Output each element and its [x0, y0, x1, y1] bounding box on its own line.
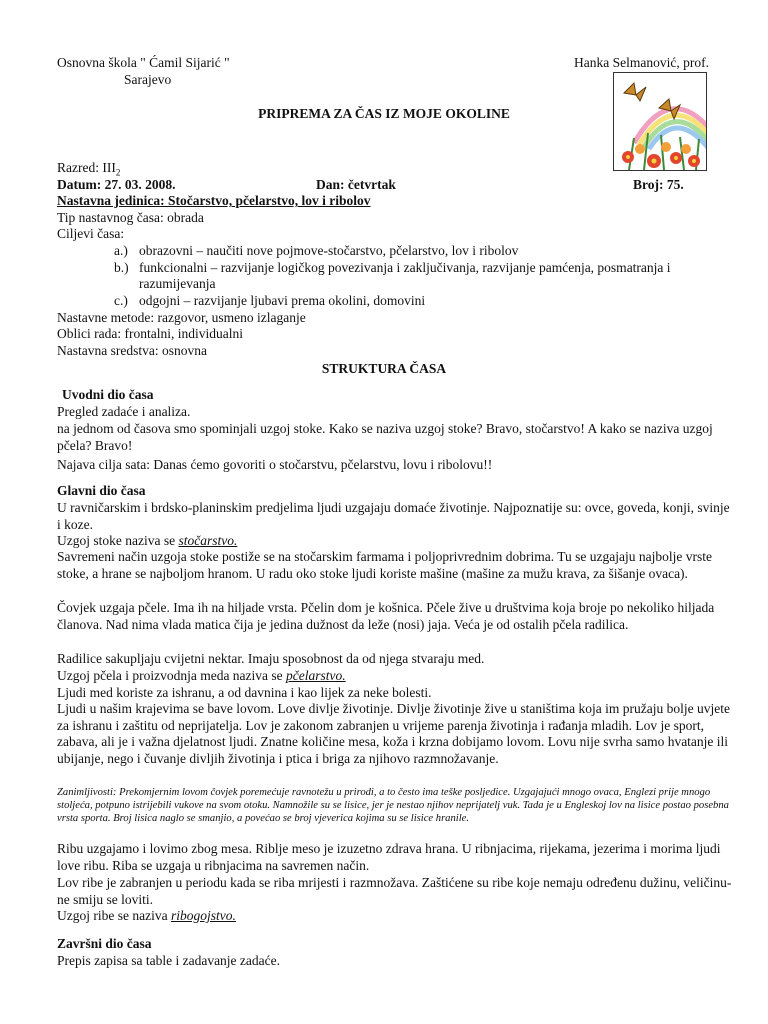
uvodni-p2: na jednom od časova smo spominjali uzgoj stoke. Kako se naziva uzgoj stoke? Bravo, stočarstvo! A kako se naziva uzgoj pčela? Bravo!	[57, 421, 713, 453]
ciljevi-label: Ciljevi časa:	[57, 226, 125, 241]
goal-label: c.)	[114, 292, 128, 308]
zavrsni-heading: Završni dio časa	[57, 936, 152, 951]
glavni-p11-prefix: Uzgoj ribe se naziva	[57, 908, 171, 923]
glavni-p2	[57, 533, 733, 550]
glavni-p3: Savremeni način uzgoja stoke postiže se na stočarskim farmama i poljoprivrednim dobrima. Tu se uzgajaju najbolje vrste stoke, a hrane se najboljom hranom. U radu oko stoke ljudi koriste mašine (mašine za mužu krava, za šišanje ovaca).	[57, 549, 712, 581]
school-city: Sarajevo	[124, 72, 172, 87]
school-name: Osnovna škola " Ćamil Sijarić "	[57, 55, 230, 70]
broj: Broj: 75.	[633, 177, 684, 192]
goal-text: obrazovni – naučiti nove pojmove-stočarstvo, pčelarstvo, lov i ribolov	[139, 243, 519, 258]
glavni-p9: Ribu uzgajamo i lovimo zbog mesa. Riblje meso je izuzetno zdrava hrana. U ribnjacima, rijekama, jezerima i morima ljudi love ribu. Riba se uzgaja u ribnjacima na savremen način.	[57, 841, 721, 873]
term-ribogojstvo: ribogojstvo.	[170, 908, 236, 923]
glavni-p4: Čovjek uzgaja pčele. Ima ih na hiljade vrsta. Pčelin dom je košnica. Pčele žive u društvima koja broje po nekoliko hiljada članova. Nad nima vlada matica čija je jedina dužnost da leže (nosi) jaja. Veća je od ostalih pčela radilica.	[57, 600, 715, 632]
list-item	[57, 243, 739, 260]
goal-text: funkcionalni – razvijanje logičkog povezivanja i zaključivanja, razvijanje pamćenja, posmatranja i razumijevanja	[139, 259, 671, 291]
glavni-p8: Ljudi u našim krajevima se bave lovom. Love divlje životinje. Divlje životinje žive u staništima koja im pružaju bolje uvjete za ishranu i zaštitu od neprijatelja. Lov je zakonom zabranjen u vrijeme parenja životinja i rađanja mladih. Lov je sport, zabava, ali je i važna djelatnost ljudi. Znatne količine mesa, koža i krzna dobijamo lovom. Lovu nije svrha samo hvatanje ili ubijanje, nego i čuvanje divljih životinja i ptica i briga za njihovo razmnožavanje.	[57, 701, 730, 766]
glavni-p11	[57, 908, 733, 925]
structure-title: STRUKTURA ČASA	[321, 361, 447, 376]
uvodni-p1: Pregled zadaće i analiza.	[57, 404, 191, 419]
goals-list	[57, 243, 739, 309]
tip-casa: Tip nastavnog časa: obrada	[57, 210, 204, 225]
nastavne-metode: Nastavne metode: razgovor, usmeno izlaganje	[57, 310, 306, 325]
zanimljivosti-note: Zanimljivosti: Prekomjernim lovom čovjek poremećuje ravnotežu u prirodi, a to često ima teške posljedice. Uzgajajući mnogo ovaca, Englezi prije mnogo stoljeća, potpuno istrijebili vukove na svom otoku. Namnožile su se lisice, jer je nestao njihov neprijatelj vuk. Tada je u Engleskoj lov na lisice postao posebna vrsta sporta. Broj lisica naglo se smanjio, a povećao se broj vjeverica kojima su se lisice hranile.	[57, 787, 729, 825]
glavni-p7: Ljudi med koriste za ishranu, a od davnina i kao lijek za neke bolesti.	[57, 685, 432, 700]
uvodni-p3: Najava cilja sata: Danas ćemo govoriti o stočarstvu, pčelarstvu, lovu i ribolovu!!	[57, 457, 493, 472]
uvodni-heading: Uvodni dio časa	[62, 387, 154, 402]
zavrsni-p1: Prepis zapisa sa table i zadavanje zadaće.	[57, 953, 281, 968]
term-stocarstvo: stočarstvo.	[178, 533, 238, 548]
list-item	[57, 293, 739, 310]
datum: Datum: 27. 03. 2008.	[57, 177, 176, 192]
goal-label: a.)	[114, 243, 128, 258]
goal-text: odgojni – razvijanje ljubavi prema okolini, domovini	[139, 292, 426, 308]
glavni-p1: U ravničarskim i brdsko-planinskim predjelima ljudi uzgajaju domaće životinje. Najpoznatije su: ovce, goveda, konji, svinje i koze.	[57, 500, 730, 532]
dan: Dan: četvrtak	[316, 177, 396, 192]
glavni-p6	[57, 668, 733, 685]
goal-label: b.)	[114, 259, 129, 275]
glavni-p10: Lov ribe je zabranjen u periodu kada se riba mrijesti i razmnožava. Zaštićene su ribe koje nemaju određenu dužinu, veličinu-ne smiju se loviti.	[57, 875, 732, 907]
list-item	[57, 260, 739, 293]
teacher-name: Hanka Selmanović, prof.	[574, 55, 709, 70]
razred-sub: 2	[115, 167, 121, 178]
term-pcelarstvo: pčelarstvo.	[286, 668, 346, 683]
glavni-p5: Radilice sakupljaju cvijetni nektar. Imaju sposobnost da od njega stvaraju med.	[57, 651, 485, 666]
glavni-p2-prefix: Uzgoj stoke naziva se	[57, 533, 179, 548]
nastavna-jedinica: Nastavna jedinica: Stočarstvo, pčelarstvo, lov i ribolov	[57, 193, 371, 208]
nastavna-sredstva: Nastavna sredstva: osnovna	[57, 343, 207, 358]
razred-label: Razred: III	[57, 160, 116, 175]
document-title: PRIPREMA ZA ČAS IZ MOJE OKOLINE	[258, 106, 510, 121]
glavni-heading: Glavni dio časa	[57, 483, 146, 498]
glavni-p6-prefix: Uzgoj pčela i proizvodnja meda naziva se	[57, 668, 287, 683]
oblici-rada: Oblici rada: frontalni, individualni	[57, 326, 243, 341]
